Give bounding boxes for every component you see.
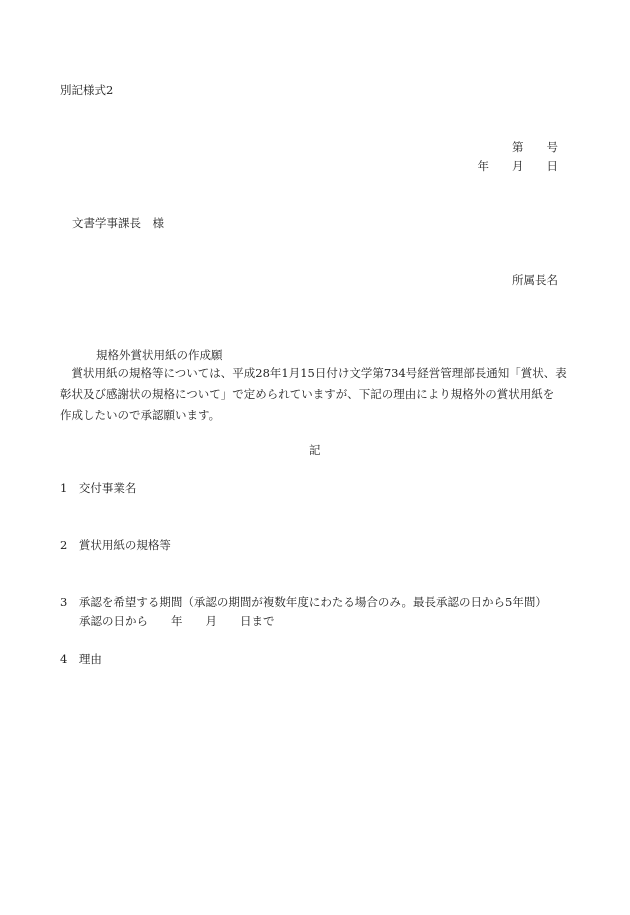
item-3: 3 承認を希望する期間（承認の期間が複数年度にわたる場合のみ。最長承認の日から5年間） xyxy=(60,595,547,609)
document-number: 第 号 xyxy=(512,140,558,154)
item-2: 2 賞状用紙の規格等 xyxy=(60,538,171,552)
item-1: 1 交付事業名 xyxy=(60,481,137,495)
sender-name: 所属長名 xyxy=(512,273,558,287)
ki-heading: 記 xyxy=(309,443,321,457)
item-3-period: 承認の日から 年 月 日まで xyxy=(79,614,275,628)
body-paragraph xyxy=(60,363,580,426)
item-4: 4 理由 xyxy=(60,652,102,666)
body-line: 彰状及び感謝状の規格について」で定められていますが、下記の理由により規格外の賞状用紙を xyxy=(60,387,555,401)
body-line: 作成したいので承認願います。 xyxy=(60,408,221,422)
document-title: 規格外賞状用紙の作成願 xyxy=(96,348,223,362)
addressee: 文書学事課長 様 xyxy=(72,216,164,230)
body-line: 賞状用紙の規格等については、平成28年1月15日付け文学第734号経営管理部長通知「賞状、表 xyxy=(60,366,567,380)
document-date: 年 月 日 xyxy=(477,159,558,173)
form-label: 別記様式2 xyxy=(60,83,114,97)
